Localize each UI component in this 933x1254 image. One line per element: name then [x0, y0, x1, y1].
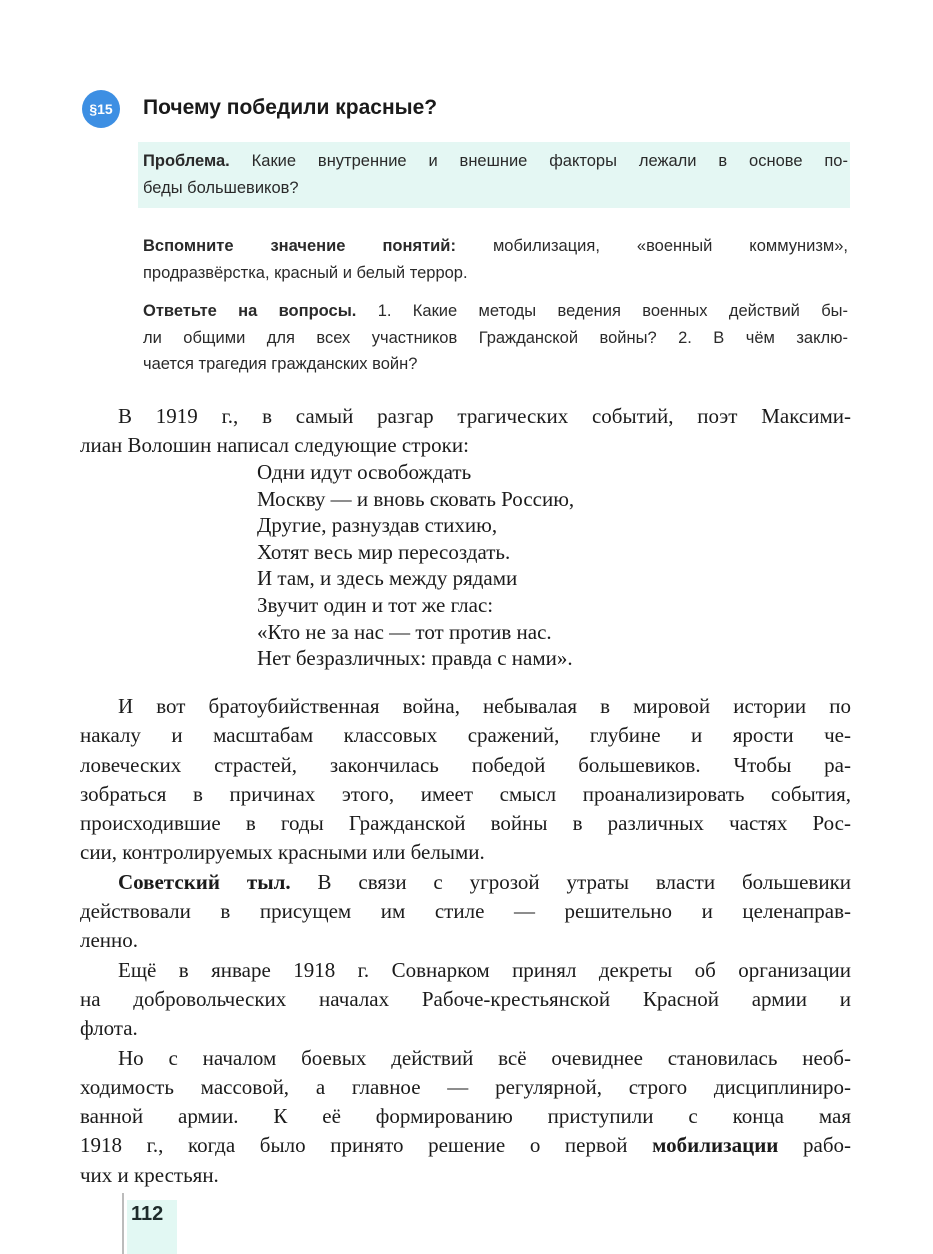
text-line: лиан Волошин написал следующие строки:	[80, 433, 469, 458]
text-line: И вот братоубийственная война, небывалая в мировой истории по	[118, 694, 851, 718]
intro-paragraph	[80, 402, 851, 461]
body-text	[80, 692, 851, 1190]
text-line: Ещё в январе 1918 г. Совнарком принял декреты об организации	[118, 957, 851, 982]
problem-label: Проблема.	[143, 152, 230, 170]
poem-line: Нет безразличных: правда с нами».	[257, 646, 573, 671]
text-line: В 1919 г., в самый разгар трагических событий, поэт Максими-	[118, 404, 851, 428]
text-line: рабо-	[803, 1133, 852, 1158]
section-badge: §15	[82, 90, 120, 128]
page-title: Почему победили красные?	[143, 96, 438, 119]
recall-block	[143, 233, 848, 286]
text-line: ловеческих страстей, закончилась победой большевиков. Чтобы ра-	[80, 752, 851, 777]
page-number-rule	[122, 1193, 124, 1254]
poem	[257, 459, 574, 672]
key-term: мобилизации	[652, 1133, 779, 1158]
subheading: Советский тыл.	[118, 869, 291, 894]
problem-text: беды большевиков?	[143, 178, 299, 197]
text-line: ленно.	[80, 928, 139, 953]
paragraph	[80, 692, 851, 868]
poem-line: «Кто не за нас — тот против нас.	[257, 619, 552, 644]
text-line: зобраться в причинах этого, имеет смысл проанализировать события,	[80, 781, 851, 806]
problem-text: Какие внутренние и внешние факторы лежали в основе по-	[251, 152, 848, 170]
questions-block	[143, 298, 848, 378]
problem-block	[143, 148, 848, 201]
paragraph	[80, 956, 851, 1044]
text-line: В связи с угрозой утраты власти большевики	[317, 869, 852, 894]
text-line: действовали в присущем им стиле — решительно и целенаправ-	[80, 899, 851, 924]
text-line: Но с началом боевых действий всё очевиднее становилась необ-	[118, 1045, 851, 1070]
paragraph	[80, 1044, 851, 1190]
text-line: накалу и масштабам классовых сражений, глубине и ярости че-	[80, 723, 851, 748]
poem-line: Другие, разнуздав стихию,	[257, 513, 498, 538]
text-line: чих и крестьян.	[80, 1162, 219, 1187]
text-line: сии, контролируемых красными или белыми.	[80, 840, 485, 865]
text-line: 1918 г., когда было принято решение о первой	[80, 1133, 628, 1158]
text-line: происходившие в годы Гражданской войны в различных частях Рос-	[80, 811, 851, 836]
page-number: 112	[131, 1203, 164, 1225]
poem-line: Одни идут освобождать	[257, 460, 472, 484]
poem-line: Звучит один и тот же глас:	[257, 592, 494, 617]
poem-line: И там, и здесь между рядами	[257, 566, 518, 591]
text-line: ходимость массовой, а главное — регулярной, строго дисциплиниро-	[80, 1074, 851, 1099]
paragraph	[80, 868, 851, 956]
recall-label: Вспомните значение понятий:	[143, 237, 456, 255]
text-line: ванной армии. К её формированию приступили с конца мая	[80, 1104, 851, 1129]
questions-label: Ответьте на вопросы.	[143, 302, 357, 320]
recall-text: мобилизация, «военный коммунизм»,	[492, 237, 848, 255]
recall-text: продразвёрстка, красный и белый террор.	[143, 263, 468, 282]
text-line: флота.	[80, 1016, 138, 1041]
questions-text: 1. Какие методы ведения военных действий бы-	[377, 302, 849, 320]
poem-line: Москву — и вновь сковать Россию,	[257, 486, 575, 511]
poem-line: Хотят весь мир пересоздать.	[257, 539, 511, 564]
questions-text: чается трагедия гражданских войн?	[143, 355, 418, 373]
questions-text: ли общими для всех участников Гражданской войны? 2. В чём заклю-	[143, 328, 848, 347]
text-line: на добровольческих началах Рабоче-крестьянской Красной армии и	[80, 986, 851, 1011]
